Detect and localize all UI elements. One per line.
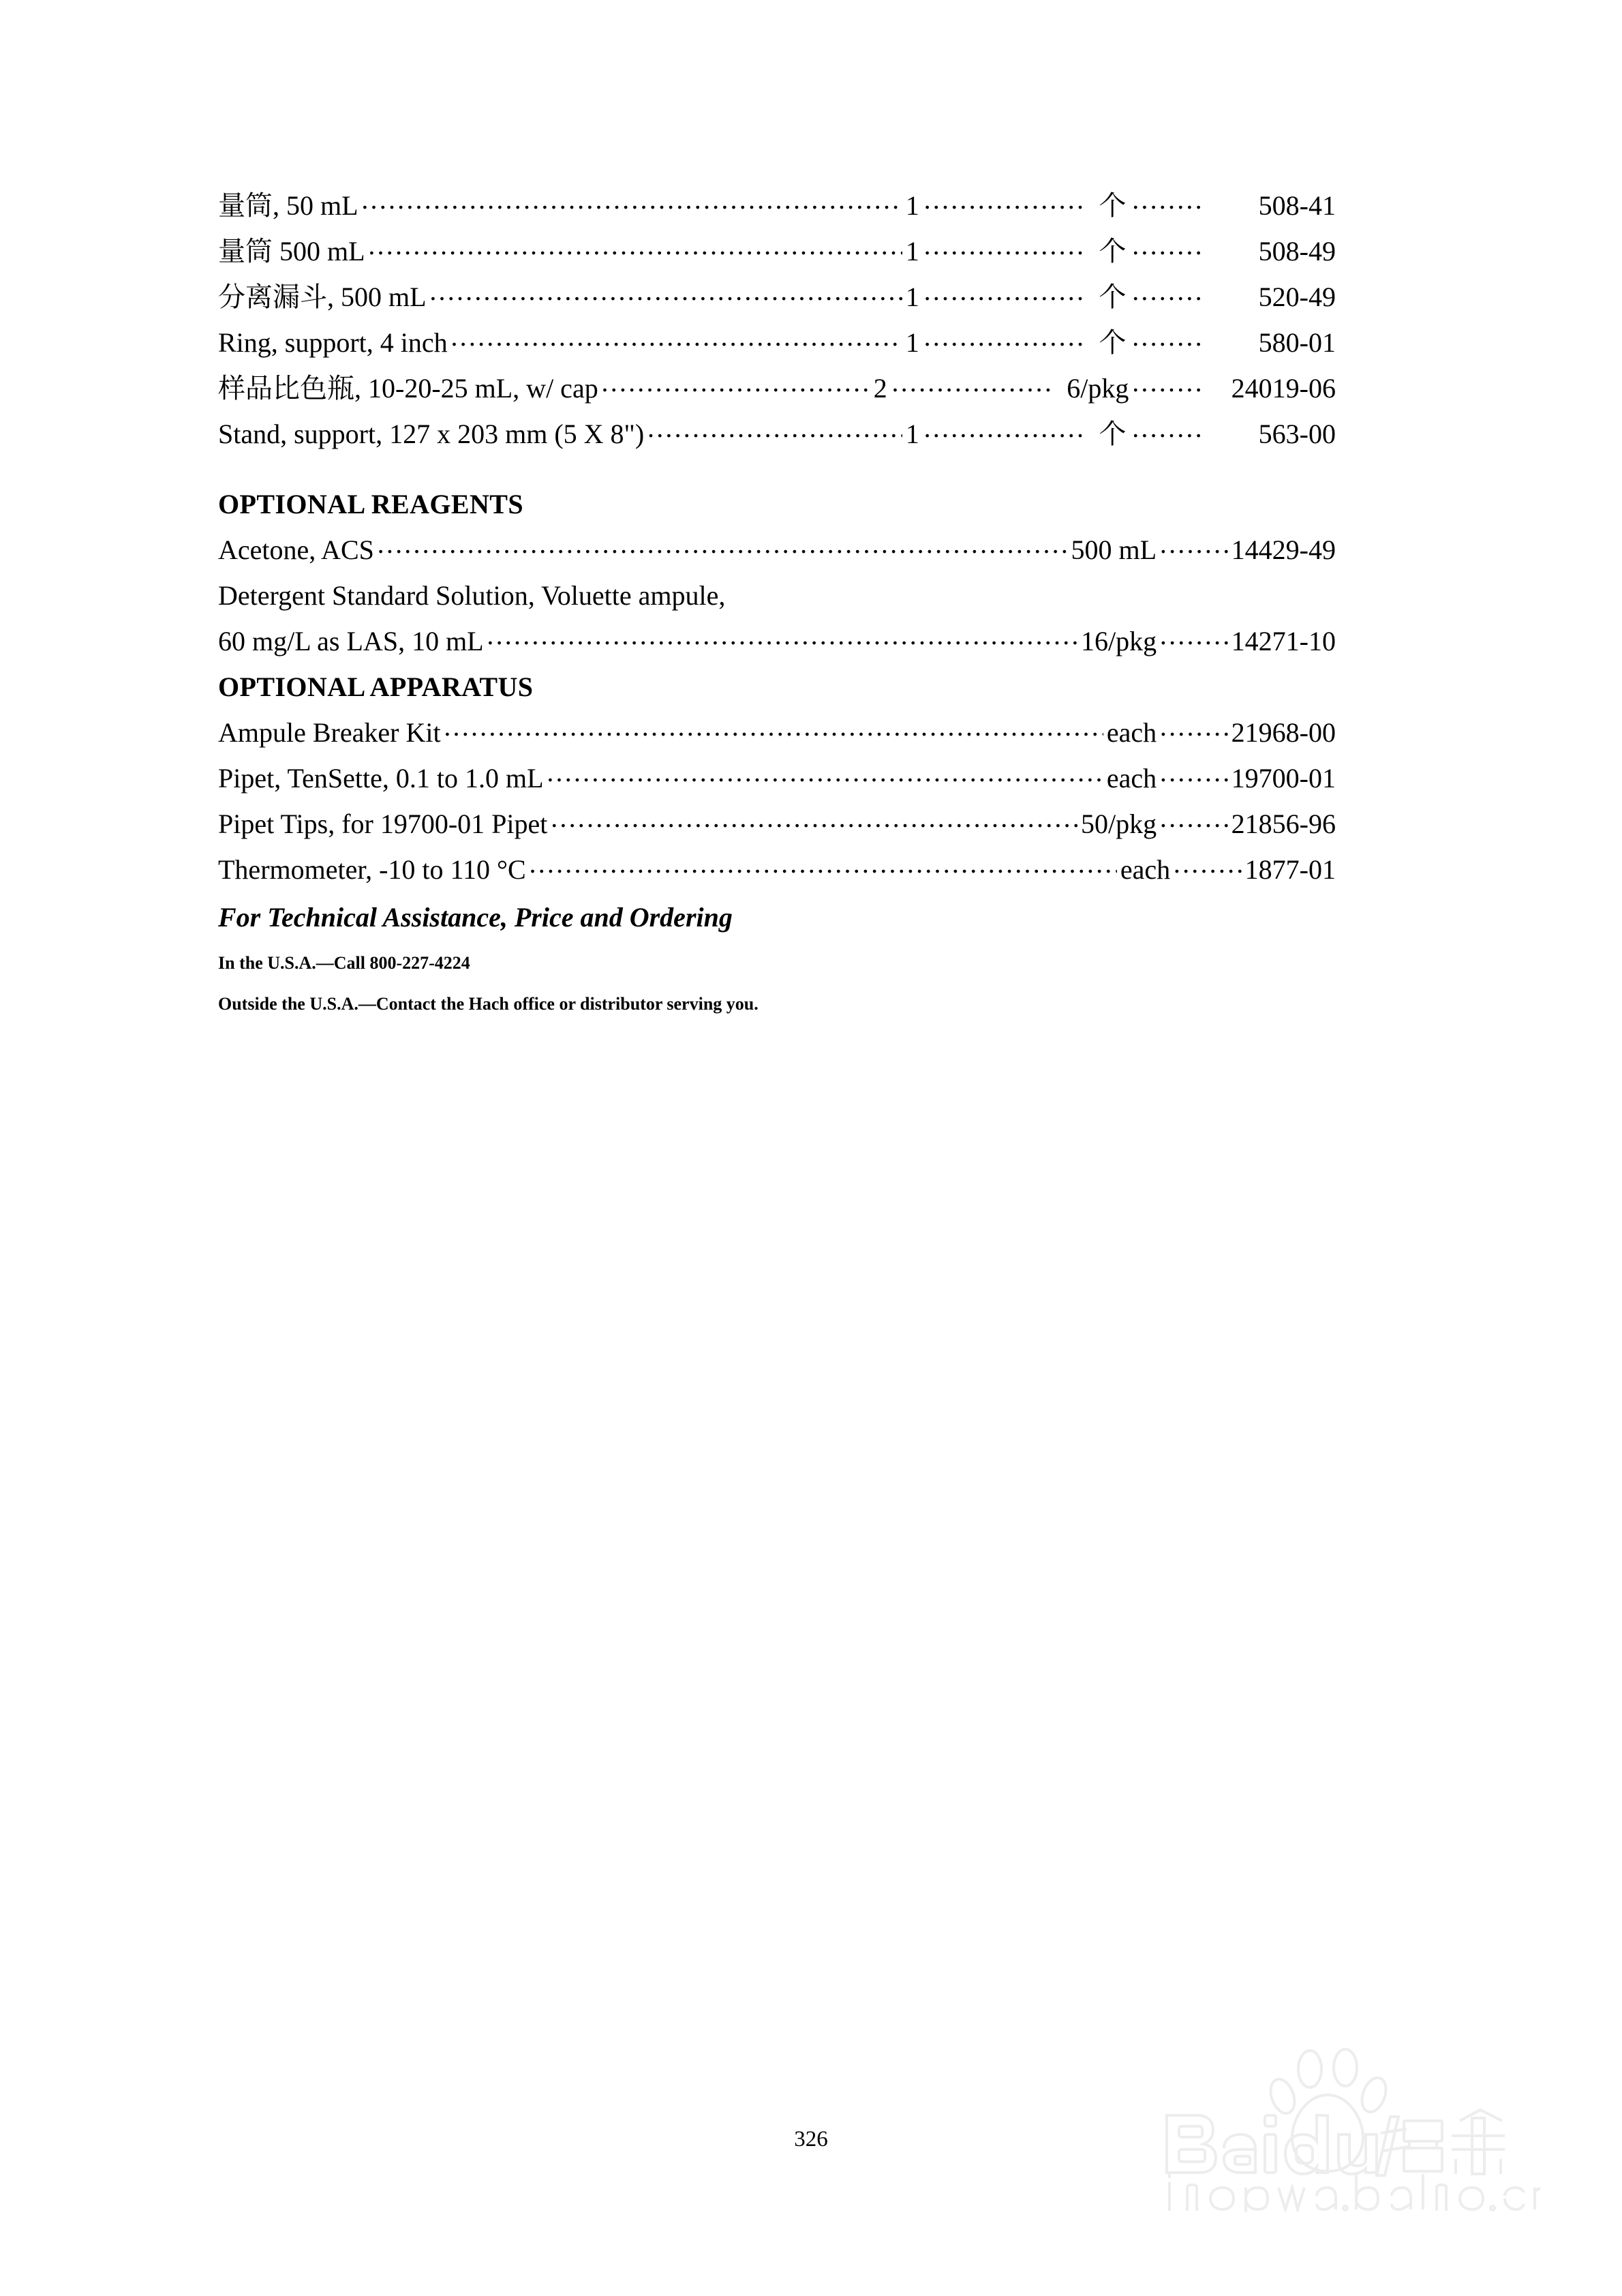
dot-leader [429, 279, 902, 306]
dot-leader [1174, 851, 1242, 879]
apparatus-row [218, 320, 1336, 365]
dot-leader [1132, 279, 1206, 306]
apparatus-quantity: 1 [905, 236, 919, 267]
apparatus-unit: 6/pkg [1067, 373, 1129, 404]
reagent-catalog-number: 14271-10 [1231, 626, 1336, 656]
dot-leader [1132, 233, 1206, 260]
reagent-label: 60 mg/L as LAS, 10 mL [218, 626, 484, 656]
apparatus-catalog-number: 520-49 [1258, 282, 1336, 312]
optional-apparatus-list [218, 710, 1336, 892]
apparatus-row [218, 228, 1336, 274]
page-number: 326 [794, 2127, 828, 2151]
dot-leader [602, 370, 870, 397]
dot-leader [924, 233, 1088, 260]
apparatus-row [218, 183, 1336, 228]
dot-leader [924, 416, 1088, 443]
dot-leader [924, 187, 1088, 215]
optional-apparatus-label: Pipet Tips, for 19700-01 Pipet [218, 809, 548, 839]
dot-leader [444, 714, 1103, 742]
dot-leader [1160, 623, 1228, 650]
section-spacer [218, 457, 1336, 481]
dot-leader [368, 233, 902, 260]
optional-apparatus-unit: each [1106, 717, 1157, 748]
apparatus-quantity: 1 [905, 190, 919, 221]
optional-reagents-heading: OPTIONAL REAGENTS [218, 489, 524, 519]
watermark-url-text [1169, 2174, 1540, 2212]
dot-leader [1132, 370, 1206, 397]
optional-apparatus-catalog-number: 21856-96 [1231, 809, 1336, 839]
reagent-row [218, 618, 1336, 664]
optional-apparatus-catalog-number: 1877-01 [1244, 854, 1336, 885]
apparatus-list [218, 183, 1336, 457]
optional-apparatus-label: Pipet, TenSette, 0.1 to 1.0 mL [218, 763, 544, 794]
apparatus-quantity: 1 [905, 419, 919, 449]
dot-leader [378, 532, 1068, 559]
apparatus-quantity: 1 [905, 282, 919, 312]
apparatus-catalog-number: 580-01 [1258, 327, 1336, 358]
dot-leader [924, 324, 1088, 352]
optional-apparatus-heading: OPTIONAL APPARATUS [218, 671, 534, 702]
apparatus-label: 分离漏斗, 500 mL [218, 282, 427, 312]
apparatus-catalog-number: 24019-06 [1231, 373, 1336, 404]
dot-leader [891, 370, 1055, 397]
dot-leader [1160, 714, 1228, 742]
apparatus-catalog-number: 508-49 [1258, 236, 1336, 267]
apparatus-quantity: 1 [905, 327, 919, 358]
reagent-label-wrapped-line1: Detergent Standard Solution, Voluette ampule, [218, 580, 726, 611]
optional-apparatus-unit: each [1120, 854, 1171, 885]
baidu-jingyan-watermark [1131, 2028, 1540, 2212]
dot-leader [1160, 806, 1228, 833]
optional-apparatus-catalog-number: 21968-00 [1231, 717, 1336, 748]
optional-apparatus-row [218, 847, 1336, 892]
optional-apparatus-catalog-number: 19700-01 [1231, 763, 1336, 794]
dot-leader [547, 760, 1103, 787]
optional-apparatus-row [218, 755, 1336, 801]
dot-leader [647, 416, 902, 443]
dot-leader [1132, 187, 1206, 215]
apparatus-label: Stand, support, 127 x 203 mm (5 X 8") [218, 419, 645, 449]
apparatus-label: 样品比色瓶, 10-20-25 mL, w/ cap [218, 373, 598, 404]
technical-assistance-outside-usa-line: Outside the U.S.A.—Contact the Hach office or distributor serving you. [218, 994, 759, 1014]
dot-leader [361, 187, 902, 215]
optional-apparatus-row [218, 710, 1336, 755]
apparatus-unit: 个 [1099, 190, 1127, 221]
optional-reagents-list [218, 527, 1336, 664]
dot-leader [1160, 532, 1228, 559]
reagent-unit: 16/pkg [1080, 626, 1157, 656]
apparatus-catalog-number: 563-00 [1258, 419, 1336, 449]
optional-apparatus-label: Ampule Breaker Kit [218, 717, 441, 748]
apparatus-unit: 个 [1099, 327, 1127, 358]
dot-leader [1132, 324, 1206, 352]
apparatus-label: 量筒 500 mL [218, 236, 365, 267]
apparatus-label: Ring, support, 4 inch [218, 327, 448, 358]
apparatus-unit: 个 [1099, 236, 1127, 267]
apparatus-row [218, 365, 1336, 411]
optional-apparatus-label: Thermometer, -10 to 110 °C [218, 854, 526, 885]
dot-leader [450, 324, 902, 352]
apparatus-unit: 个 [1099, 282, 1127, 312]
technical-assistance-heading: For Technical Assistance, Price and Ordering [218, 902, 733, 933]
reagent-row [218, 527, 1336, 573]
baidu-paw-icon [1266, 2049, 1390, 2171]
dot-leader [1160, 760, 1228, 787]
apparatus-label: 量筒, 50 mL [218, 190, 358, 221]
optional-apparatus-row [218, 801, 1336, 847]
apparatus-row [218, 274, 1336, 320]
technical-assistance-usa-line: In the U.S.A.—Call 800-227-4224 [218, 953, 470, 973]
apparatus-row [218, 411, 1336, 457]
dot-leader [487, 623, 1077, 650]
reagent-unit: 500 mL [1071, 534, 1157, 565]
dot-leader [530, 851, 1118, 879]
apparatus-unit: 个 [1099, 419, 1127, 449]
apparatus-quantity: 2 [873, 373, 887, 404]
reagent-catalog-number: 14429-49 [1231, 534, 1336, 565]
optional-apparatus-unit: each [1106, 763, 1157, 794]
dot-leader [1132, 416, 1206, 443]
dot-leader [924, 279, 1088, 306]
dot-leader [551, 806, 1077, 833]
apparatus-catalog-number: 508-41 [1258, 190, 1336, 221]
reagent-label: Acetone, ACS [218, 534, 374, 565]
page-content [218, 183, 1336, 1025]
optional-apparatus-unit: 50/pkg [1080, 809, 1157, 839]
